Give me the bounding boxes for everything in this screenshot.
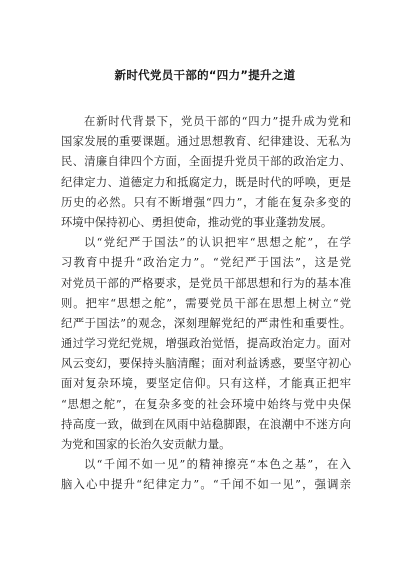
paragraph-line: 则。把牢“思想之舵”，需要党员干部在思想上树立“党 xyxy=(61,296,351,310)
paragraph-line: “思想之舵”，在复杂多变的社会环境中始终与党中央保 xyxy=(61,397,351,411)
paragraph-line: 纪严于国法”的观念，深刻理解党纪的严肃性和重要性。 xyxy=(61,316,351,330)
document-title: 新时代党员干部的“四力”提升之道 xyxy=(114,68,296,82)
paragraph-3 xyxy=(61,455,351,495)
paragraph-line: 在新时代背景下，党员干部的“四力”提升成为党和 xyxy=(84,115,351,128)
paragraph-line: 民、清廉自律四个方面，全面提升党员干部的政治定力、 xyxy=(61,155,351,169)
paragraph-line: 以“党纪严于国法”的认识把牢“思想之舵”，在学 xyxy=(84,236,351,250)
paragraph-line: 对党员干部的严格要求，是党员干部思想和行为的基本准 xyxy=(61,276,351,290)
paragraph-line: 持高度一致，做到在风雨中站稳脚跟，在浪潮中不迷方向 xyxy=(61,417,351,431)
document-body xyxy=(61,112,351,496)
paragraph-line: 风云变幻，要保持头脑清醒；面对利益诱惑，要坚守初心 xyxy=(61,357,351,371)
paragraph-line: 历史的必然。只有不断增强“四力”，才能在复杂多变的 xyxy=(61,195,351,209)
paragraph-line: 环境中保持初心、勇担使命，推动党的事业蓬勃发展。 xyxy=(61,215,333,229)
paragraph-1 xyxy=(61,112,351,233)
paragraph-line: 面对复杂环境，要坚定信仰。只有这样，才能真正把牢 xyxy=(61,377,351,391)
paragraph-line: 国家发展的重要课题。通过思想教育、纪律建设、无私为 xyxy=(61,135,351,149)
paragraph-line: 以“千闻不如一见”的精神擦亮“本色之基”，在入 xyxy=(84,458,351,472)
paragraph-line: 脑入心中提升“纪律定力”。“千闻不如一见”，强调亲 xyxy=(61,478,351,492)
paragraph-2 xyxy=(61,233,351,455)
paragraph-line: 为党和国家的长治久安贡献力量。 xyxy=(61,438,231,451)
paragraph-line: 习教育中提升“政治定力”。“党纪严于国法”，这是党 xyxy=(61,256,351,270)
paragraph-line: 纪律定力、道德定力和抵腐定力，既是时代的呼唤，更是 xyxy=(61,175,351,189)
paragraph-line: 通过学习党纪党规，增强政治觉悟，提高政治定力。面对 xyxy=(61,337,351,351)
